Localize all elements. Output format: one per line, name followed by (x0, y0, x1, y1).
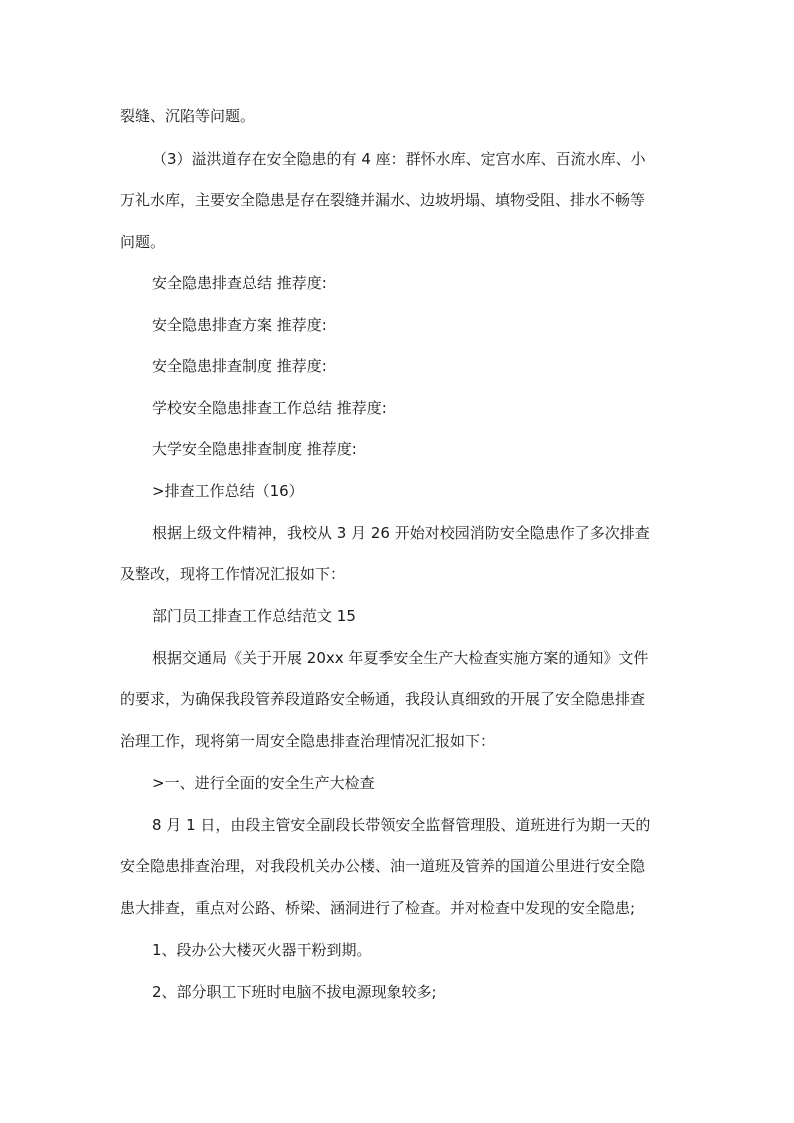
body-text-line: 治理工作，现将第一周安全隐患排查治理情况汇报如下： (120, 732, 496, 750)
section-heading: >一、进行全面的安全生产大检查 (152, 774, 375, 792)
related-article-link[interactable]: 安全隐患排查制度 推荐度: (152, 357, 327, 375)
body-text-line: 安全隐患排查治理，对我段机关办公楼、油一道班及管养的国道公里进行安全隐 (120, 857, 646, 875)
body-text-line: 根据上级文件精神，我校从 3 月 26 开始对校园消防安全隐患作了多次排查 (152, 524, 650, 542)
related-article-link[interactable]: 学校安全隐患排查工作总结 推荐度: (152, 399, 387, 417)
body-text-line: 及整改，现将工作情况汇报如下： (120, 565, 346, 583)
section-heading: 部门员工排查工作总结范文 15 (152, 607, 356, 625)
body-text-line: 患大排查，重点对公路、桥梁、涵洞进行了检查。并对检查中发现的安全隐患; (120, 899, 636, 917)
list-item: 1、段办公大楼灭火器干粉到期。 (152, 941, 372, 959)
related-article-link[interactable]: 安全隐患排查方案 推荐度: (152, 316, 327, 334)
list-item: 2、部分职工下班时电脑不拔电源现象较多; (152, 983, 437, 1001)
body-text-line: 万礼水库，主要安全隐患是存在裂缝并漏水、边坡坍塌、填物受阻、排水不畅等 (120, 191, 646, 209)
related-article-link[interactable]: 安全隐患排查总结 推荐度: (152, 274, 327, 292)
section-heading: >排查工作总结（16） (152, 482, 304, 500)
related-article-link[interactable]: 大学安全隐患排查制度 推荐度: (152, 440, 357, 458)
body-text-line: 问题。 (120, 233, 166, 251)
body-text-line: 根据交通局《关于开展 20xx 年夏季安全生产大检查实施方案的通知》文件 (152, 649, 649, 667)
body-text-line: 裂缝、沉陷等问题。 (120, 107, 256, 125)
body-text-line: （3）溢洪道存在安全隐患的有 4 座：群怀水库、定宫水库、百流水库、小 (152, 150, 646, 168)
body-text-line: 8 月 1 日，由段主管安全副段长带领安全监督管理股、道班进行为期一天的 (152, 816, 651, 834)
body-text-line: 的要求，为确保我段管养段道路安全畅通，我段认真细致的开展了安全隐患排查 (120, 690, 646, 708)
